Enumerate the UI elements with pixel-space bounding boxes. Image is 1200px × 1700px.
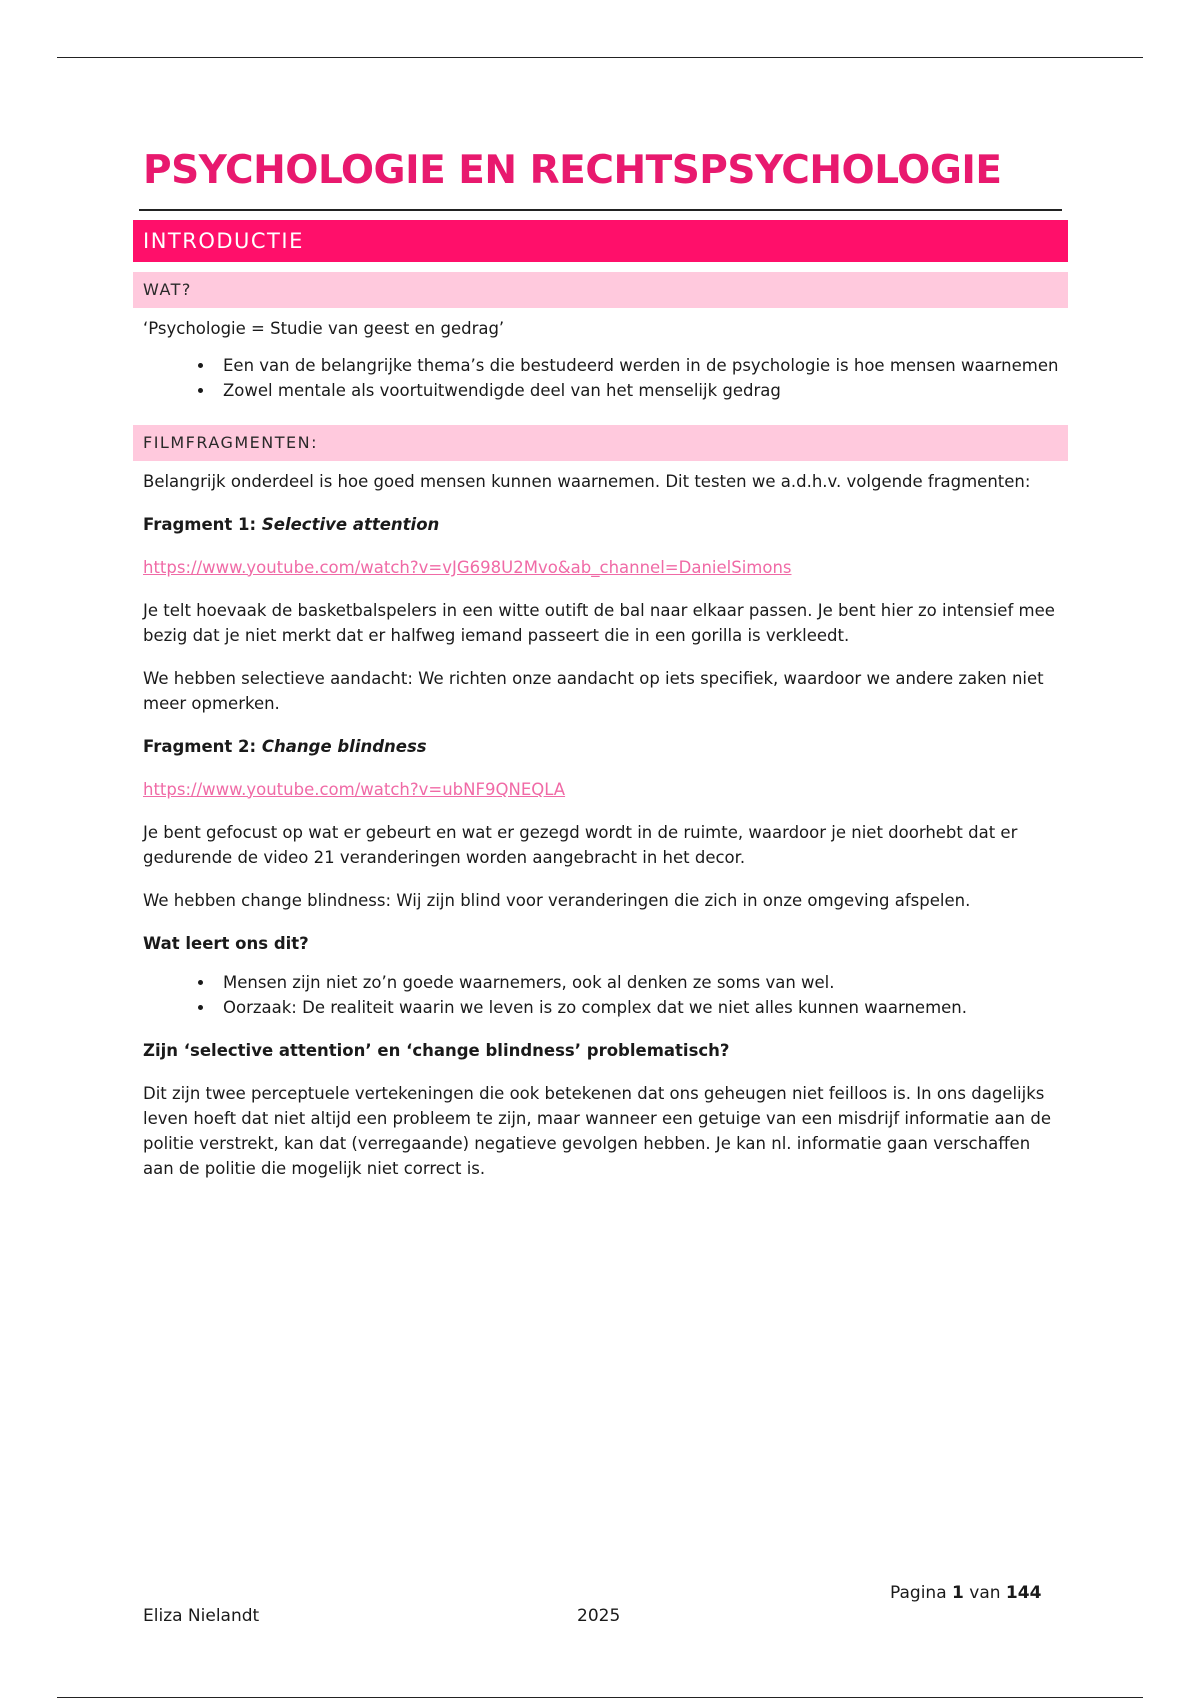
list-item: • Mensen zijn niet zo’n goede waarnemers, ook al denken ze soms van wel. <box>215 970 1068 995</box>
fragment-1-paragraph-1: Je telt hoevaak de basketbalspelers in een witte outift de bal naar elkaar passen. Je bent hier zo intensief mee bezig dat je niet merkt dat er halfweg iemand passeert die in een gorilla is verkleedt. <box>143 600 1055 645</box>
top-page-rule <box>57 57 1143 58</box>
fragment-1-heading <box>143 512 1058 537</box>
wat-bullet-list <box>133 353 1068 403</box>
page-mid: van <box>963 1583 1006 1603</box>
footer-author: Eliza Nielandt <box>143 1606 260 1626</box>
footer-year: 2025 <box>577 1606 621 1626</box>
current-page: 1 <box>952 1583 964 1603</box>
fragment-1-link[interactable]: https://www.youtube.com/watch?v=vJG698U2Mvo&ab_channel=DanielSimons <box>143 557 792 577</box>
fragment-1-label: Fragment 1: <box>143 514 262 534</box>
bottom-page-rule <box>57 1697 1143 1698</box>
list-item: • Zowel mentale als voortuitwendigde deel van het menselijk gedrag <box>215 378 1068 403</box>
fragment-2-paragraph-1: Je bent gefocust op wat er gebeurt en wat er gezegd wordt in de ruimte, waardoor je niet doorhebt dat er gedurende de video 21 veranderingen worden aangebracht in het decor. <box>143 822 1018 867</box>
page-prefix: Pagina <box>890 1583 953 1603</box>
problem-heading: Zijn ‘selective attention’ en ‘change blindness’ problematisch? <box>143 1040 730 1060</box>
section-heading-introductie: INTRODUCTIE <box>133 220 1068 262</box>
list-item: • Oorzaak: De realiteit waarin we leven is zo complex dat we niet alles kunnen waarnemen. <box>215 995 1068 1020</box>
fragment-2-name: Change blindness <box>261 736 427 756</box>
list-item: • Een van de belangrijke thema’s die bestudeerd werden in de psychologie is hoe mensen waarnemen <box>215 353 1068 378</box>
page-number <box>890 1583 1041 1603</box>
fragment-2-paragraph-2: We hebben change blindness: Wij zijn blind voor veranderingen die zich in onze omgeving afspelen. <box>143 890 971 910</box>
total-pages: 144 <box>1005 1583 1042 1603</box>
lesson-heading: Wat leert ons dit? <box>143 933 309 953</box>
fragment-2-link[interactable]: https://www.youtube.com/watch?v=ubNF9QNEQLA <box>143 779 566 799</box>
document-body <box>133 120 1068 1181</box>
problem-paragraph: Dit zijn twee perceptuele vertekeningen die ook betekenen dat ons geheugen niet feilloos is. In ons dagelijks leven hoeft dat niet altijd een probleem te zijn, maar wanneer een getuige van een misdrijf informatie aan de politie verstrekt, kan dat (verregaande) negatieve gevolgen hebben. Je kan nl. informatie gaan verschaffen aan de politie die mogelijk niet correct is. <box>143 1083 1051 1178</box>
definition-text: ‘Psychologie = Studie van geest en gedrag’ <box>143 318 505 338</box>
film-intro-text: Belangrijk onderdeel is hoe goed mensen kunnen waarnemen. Dit testen we a.d.h.v. volgende fragmenten: <box>143 471 1031 491</box>
fragment-1-name: Selective attention <box>261 514 440 534</box>
fragment-1-paragraph-2: We hebben selectieve aandacht: We richten onze aandacht op iets specifiek, waardoor we andere zaken niet meer opmerken. <box>143 668 1044 713</box>
subheading-wat: WAT? <box>133 272 1068 308</box>
fragment-2-heading <box>143 734 1058 759</box>
lesson-bullet-list <box>133 970 1068 1020</box>
title-underline <box>139 209 1062 211</box>
fragment-2-label: Fragment 2: <box>143 736 262 756</box>
document-title: PSYCHOLOGIE EN RECHTSPSYCHOLOGIE <box>143 148 1002 193</box>
subheading-filmfragmenten: FILMFRAGMENTEN: <box>133 425 1068 461</box>
